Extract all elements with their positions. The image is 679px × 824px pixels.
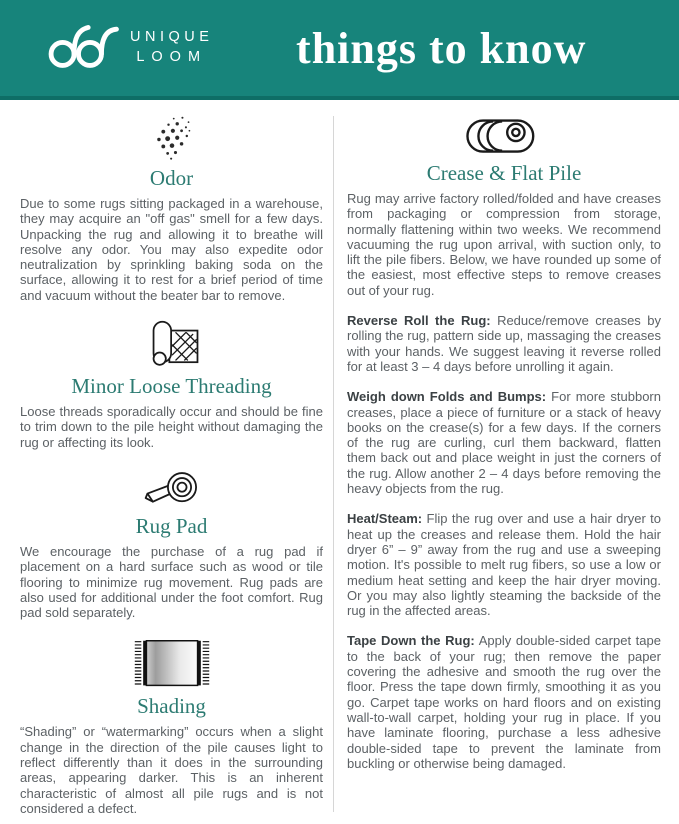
section-body-odor: Due to some rugs sitting packaged in a warehouse, they may acquire an "off gas" smell for a few days. Unpacking the rug and allowing it to breathe will resolve any odor. You may also expedite odor neutralization by sprinkling baking soda on the surface, allowing it to rest for a brief period of time and vacuum without the beater bar to remove. xyxy=(20,196,323,303)
section-title-crease-flat-pile: Crease & Flat Pile xyxy=(426,161,582,185)
right-column xyxy=(347,110,661,820)
page-title: things to know xyxy=(296,23,587,73)
tip-body-tape-down: Apply double-sided carpet tape to the back of your rug; then remove the paper covering the adhesive and smooth the rug over the floor. Press the tape down firmly, smoothing it as you go. Carpet tape works on hard floors and on existing wall-to-wall carpet, holding your rug in place. If you have laminate flooring, purchase a less adhesive double-sided tape to prevent the laminate from buckling or otherwise being damaged. xyxy=(347,633,661,771)
column-divider xyxy=(333,116,334,812)
tip-label-tape-down: Tape Down the Rug: xyxy=(347,633,475,649)
section-title-minor-loose-threading: Minor Loose Threading xyxy=(71,374,272,399)
tip-body-heat-steam: Flip the rug over and use a hair dryer to heat up the creases and release them. Hold the hair dryer 6” – 9” away from the rug and use a sweeping motion. It's possible to melt rug fibers, so use a low or medium heat setting and keep the hair dryer moving. Or you may also lightly steaming the backside of the rug in the affected areas. xyxy=(347,511,661,619)
section-shading xyxy=(20,637,323,816)
brand-name xyxy=(130,28,213,67)
section-body-shading: “Shading” or “watermarking” occurs when a slight change in the direction of the pile causes light to reflect differently than it does in the surrounding areas, appearing darker. This is an inherent characteristic of almost all pile rugs and is not considered a defect. xyxy=(20,724,323,816)
shaded-rug-icon xyxy=(20,637,323,691)
section-body-crease-flat-pile: Rug may arrive factory rolled/folded and have creases from packaging or compression from storage, normally flattening within two weeks. We recommend vacuuming the rug upon arrival, with suction only, to lift the pile fibers. Below, we have rounded up some of the easiest, most effective steps to remove creases out of your rug. xyxy=(347,191,661,298)
section-title-rug-pad: Rug Pad xyxy=(135,513,208,538)
odor-dots-icon xyxy=(20,116,323,163)
section-rug-pad xyxy=(20,467,323,620)
tip-label-weigh-down: Weigh down Folds and Bumps: xyxy=(347,389,547,405)
section-title-odor: Odor xyxy=(149,166,194,190)
brand-name-line2: LOOM xyxy=(136,49,208,65)
brand xyxy=(44,21,213,76)
tip-body-reverse-roll: Reduce/remove creases by rolling the rug, pattern side up, massaging the creases with your hands. We suggest leaving it reverse rolled for at least 3 – 4 days before unrolling it again. xyxy=(347,313,661,374)
partially-unrolled-rug-icon xyxy=(20,320,323,371)
section-minor-loose-threading xyxy=(20,320,323,450)
section-odor xyxy=(20,116,323,303)
section-body-rug-pad: We encourage the purchase of a rug pad if placement on a hard surface such as wood or tile flooring to minimize rug movement. Rug pads are also used for additional under the foot comfort. Rug pad sold separately. xyxy=(20,543,323,621)
rolled-rug-side-icon xyxy=(347,116,661,158)
tip-heat-steam xyxy=(347,511,661,618)
tip-body-weigh-down: For more stubborn creases, place a piece of furniture or a stack of heavy books on the crease(s) for a few days. If the corners of the rug are curling, curl them backward, flatten them back out and place weight in just the corners of the rug. Allow another 2 – 4 days before removing the heavy objects from the rug. xyxy=(347,389,661,497)
tip-label-heat-steam: Heat/Steam: xyxy=(347,511,423,527)
tip-weigh-down xyxy=(347,389,661,496)
banner xyxy=(0,0,679,100)
rug-pad-roll-icon xyxy=(20,467,323,511)
section-body-minor-loose-threading: Loose threads sporadically occur and should be fine to trim down to the pile height without damaging the rug or affecting its look. xyxy=(20,404,323,450)
tip-tape-down xyxy=(347,633,661,771)
brand-name-line1: UNIQUE xyxy=(130,29,214,46)
tip-label-reverse-roll: Reverse Roll the Rug: xyxy=(347,313,491,329)
tip-reverse-roll xyxy=(347,313,661,374)
content xyxy=(0,100,679,820)
section-title-shading: Shading xyxy=(137,694,206,719)
unique-loom-loops-logo-icon xyxy=(44,21,120,76)
left-column xyxy=(20,110,323,820)
section-crease-flat-pile xyxy=(347,116,661,298)
